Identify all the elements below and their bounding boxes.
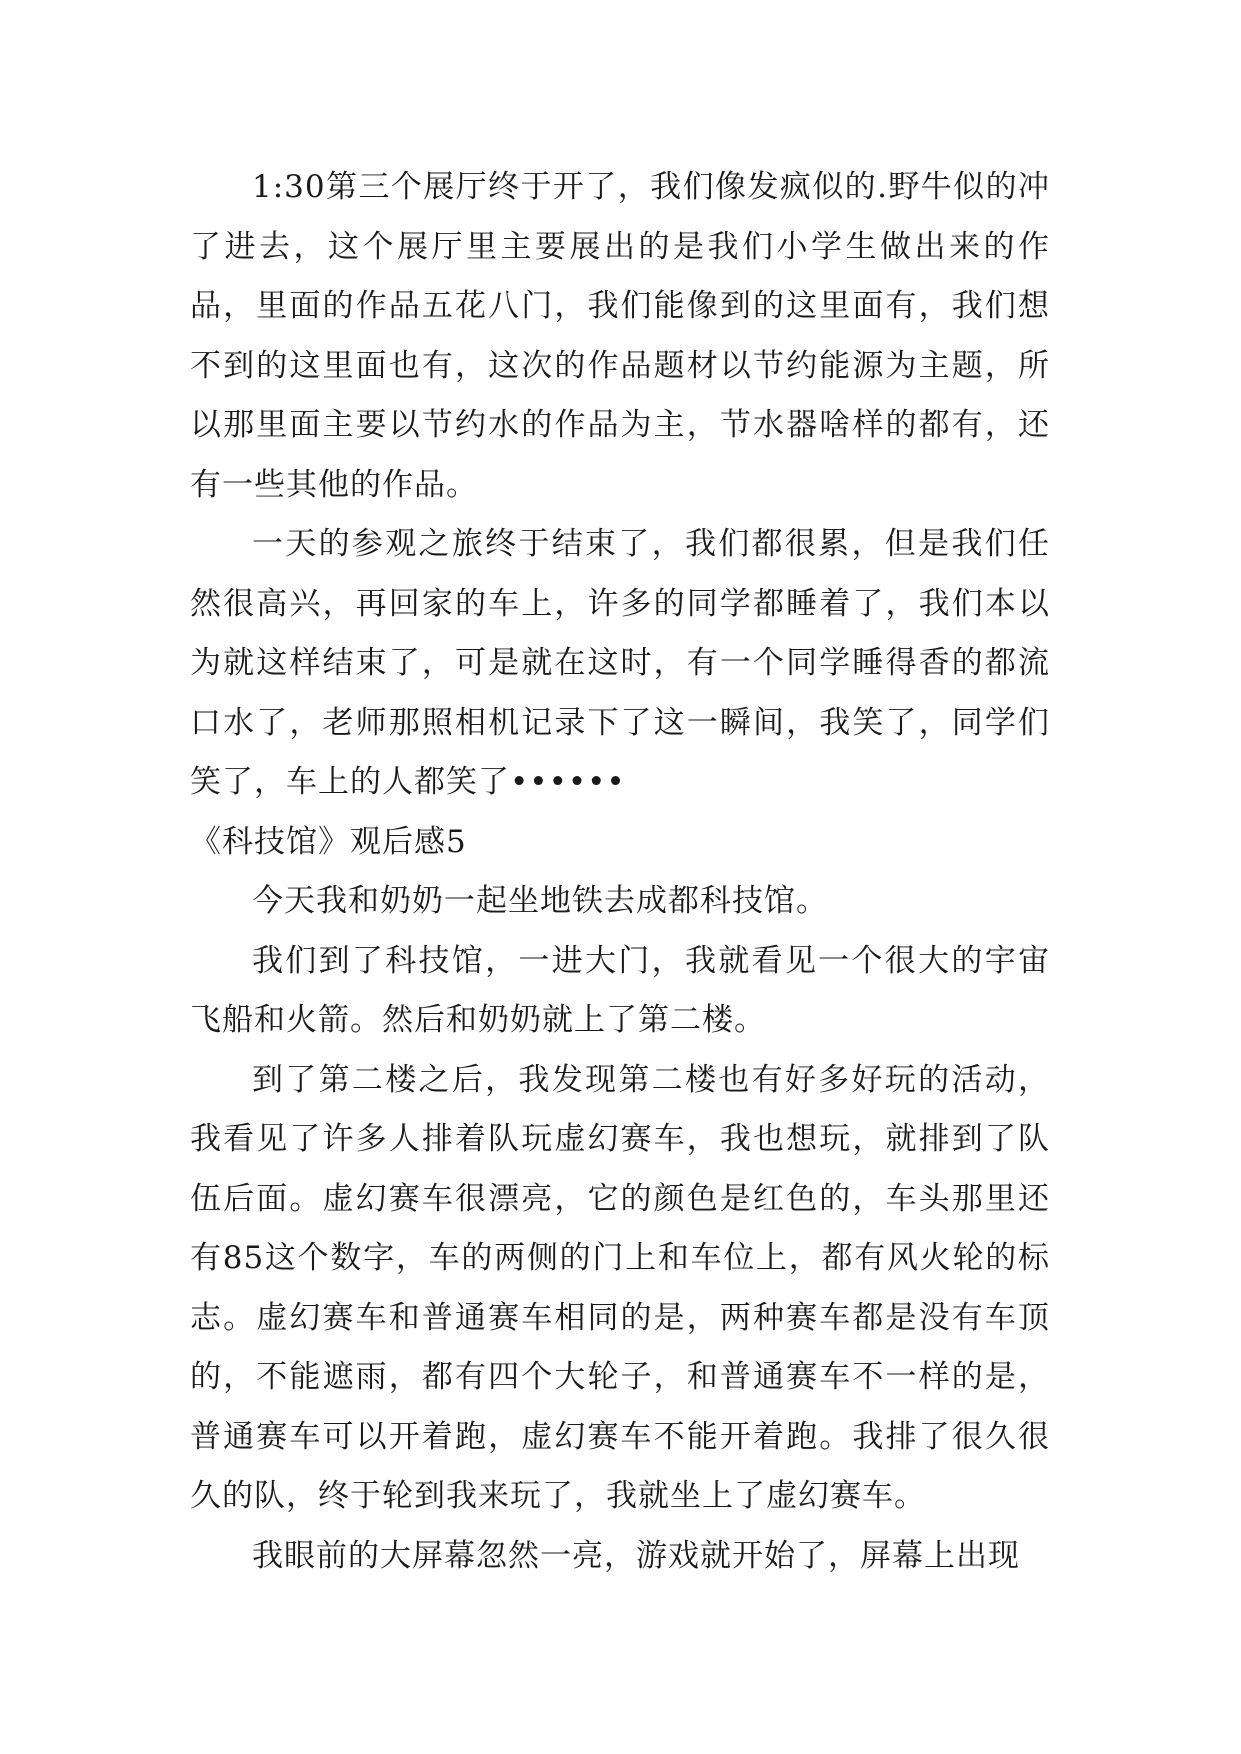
paragraph-exhibition-hall: 1:30第三个展厅终于开了，我们像发疯似的.野牛似的冲了进去，这个展厅里主要展出的是我们小学生做出来的作品，里面的作品五花八门，我们能像到的这里面有，我们想不到的这里面也有，这次的作品题材以节约能源为主题，所以那里面主要以节约水的作品为主，节水器啥样的都有，还有一些其他的作品。 — [190, 169, 1050, 503]
paragraph-racing-car: 到了第二楼之后，我发现第二楼也有好多好玩的活动，我看见了许多人排着队玩虚幻赛车，我也想玩，就排到了队伍后面。虚幻赛车很漂亮，它的颜色是红色的，车头那里还有85这个数字，车的两侧的门上和车位上，都有风火轮的标志。虚幻赛车和普通赛车相同的是，两种赛车都是没有车顶的，不能遮雨，都有四个大轮子，和普通赛车不一样的是，普通赛车可以开着跑，虚幻赛车不能开着跑。我排了很久很久的队，终于轮到我来玩了，我就坐上了虚幻赛车。 — [190, 1061, 1050, 1514]
paragraph-entrance: 我们到了科技馆，一进大门，我就看见一个很大的宇宙飞船和火箭。然后和奶奶就上了第二楼。 — [190, 942, 1050, 1038]
paragraph-screen: 我眼前的大屏幕忽然一亮，游戏就开始了，屏幕上出现 — [252, 1537, 1020, 1574]
section-heading: 《科技馆》观后感5 — [190, 823, 467, 860]
paragraph-trip-end: 一天的参观之旅终于结束了，我们都很累，但是我们任然很高兴，再回家的车上，许多的同学都睡着了，我们本以为就这样结束了，可是就在这时，有一个同学睡得香的都流口水了，老师那照相机记录下了这一瞬间，我笑了，同学们笑了，车上的人都笑了•••••• — [190, 526, 1050, 800]
document-body — [190, 158, 1050, 1586]
paragraph-subway: 今天我和奶奶一起坐地铁去成都科技馆。 — [252, 883, 828, 919]
